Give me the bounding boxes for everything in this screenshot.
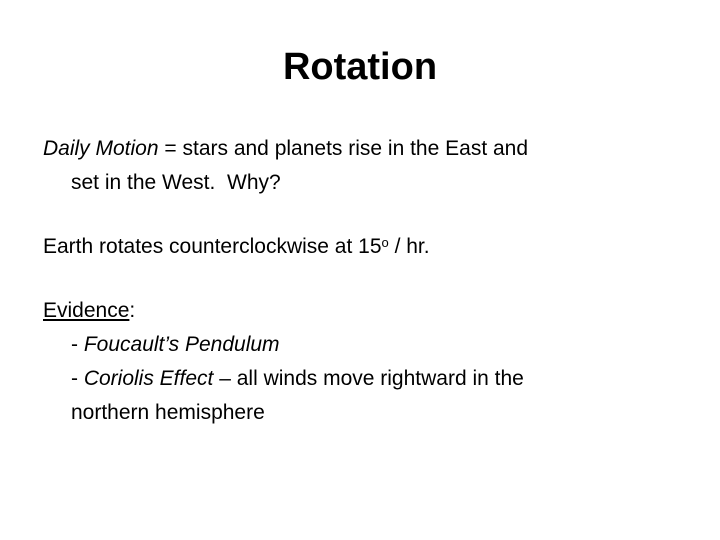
evidence-heading: Evidence [43, 299, 130, 322]
spacer [43, 264, 683, 294]
daily-motion-definition-line1: stars and planets rise in the East and [182, 137, 529, 160]
evidence-item-coriolis-continued [43, 396, 683, 430]
daily-motion-paragraph [43, 132, 683, 200]
rotation-rate: / hr. [388, 235, 430, 258]
evidence-item-foucault [43, 328, 683, 362]
rotation-text: Earth rotates counterclockwise at 15 [43, 235, 382, 258]
evidence-item-coriolis [43, 362, 683, 396]
degree-mark: o [381, 235, 389, 250]
coriolis-description-line2: northern hemisphere [71, 401, 265, 424]
rotation-paragraph [43, 230, 683, 264]
foucault-pendulum-term: Foucault’s Pendulum [83, 333, 280, 356]
daily-motion-term: Daily Motion [43, 137, 159, 160]
evidence-colon: : [129, 299, 136, 322]
daily-motion-definition-line2: set in the West. Why? [71, 171, 281, 194]
coriolis-effect-term: Coriolis Effect [83, 367, 214, 390]
slide-body [43, 132, 683, 430]
slide-title: Rotation [282, 46, 438, 88]
coriolis-description-line1: – all winds move rightward in the [213, 367, 524, 390]
spacer [43, 200, 683, 230]
equals-sign: = [158, 137, 183, 160]
item-dash: - [71, 367, 84, 390]
item-dash: - [71, 333, 84, 356]
evidence-heading-line [43, 294, 683, 328]
